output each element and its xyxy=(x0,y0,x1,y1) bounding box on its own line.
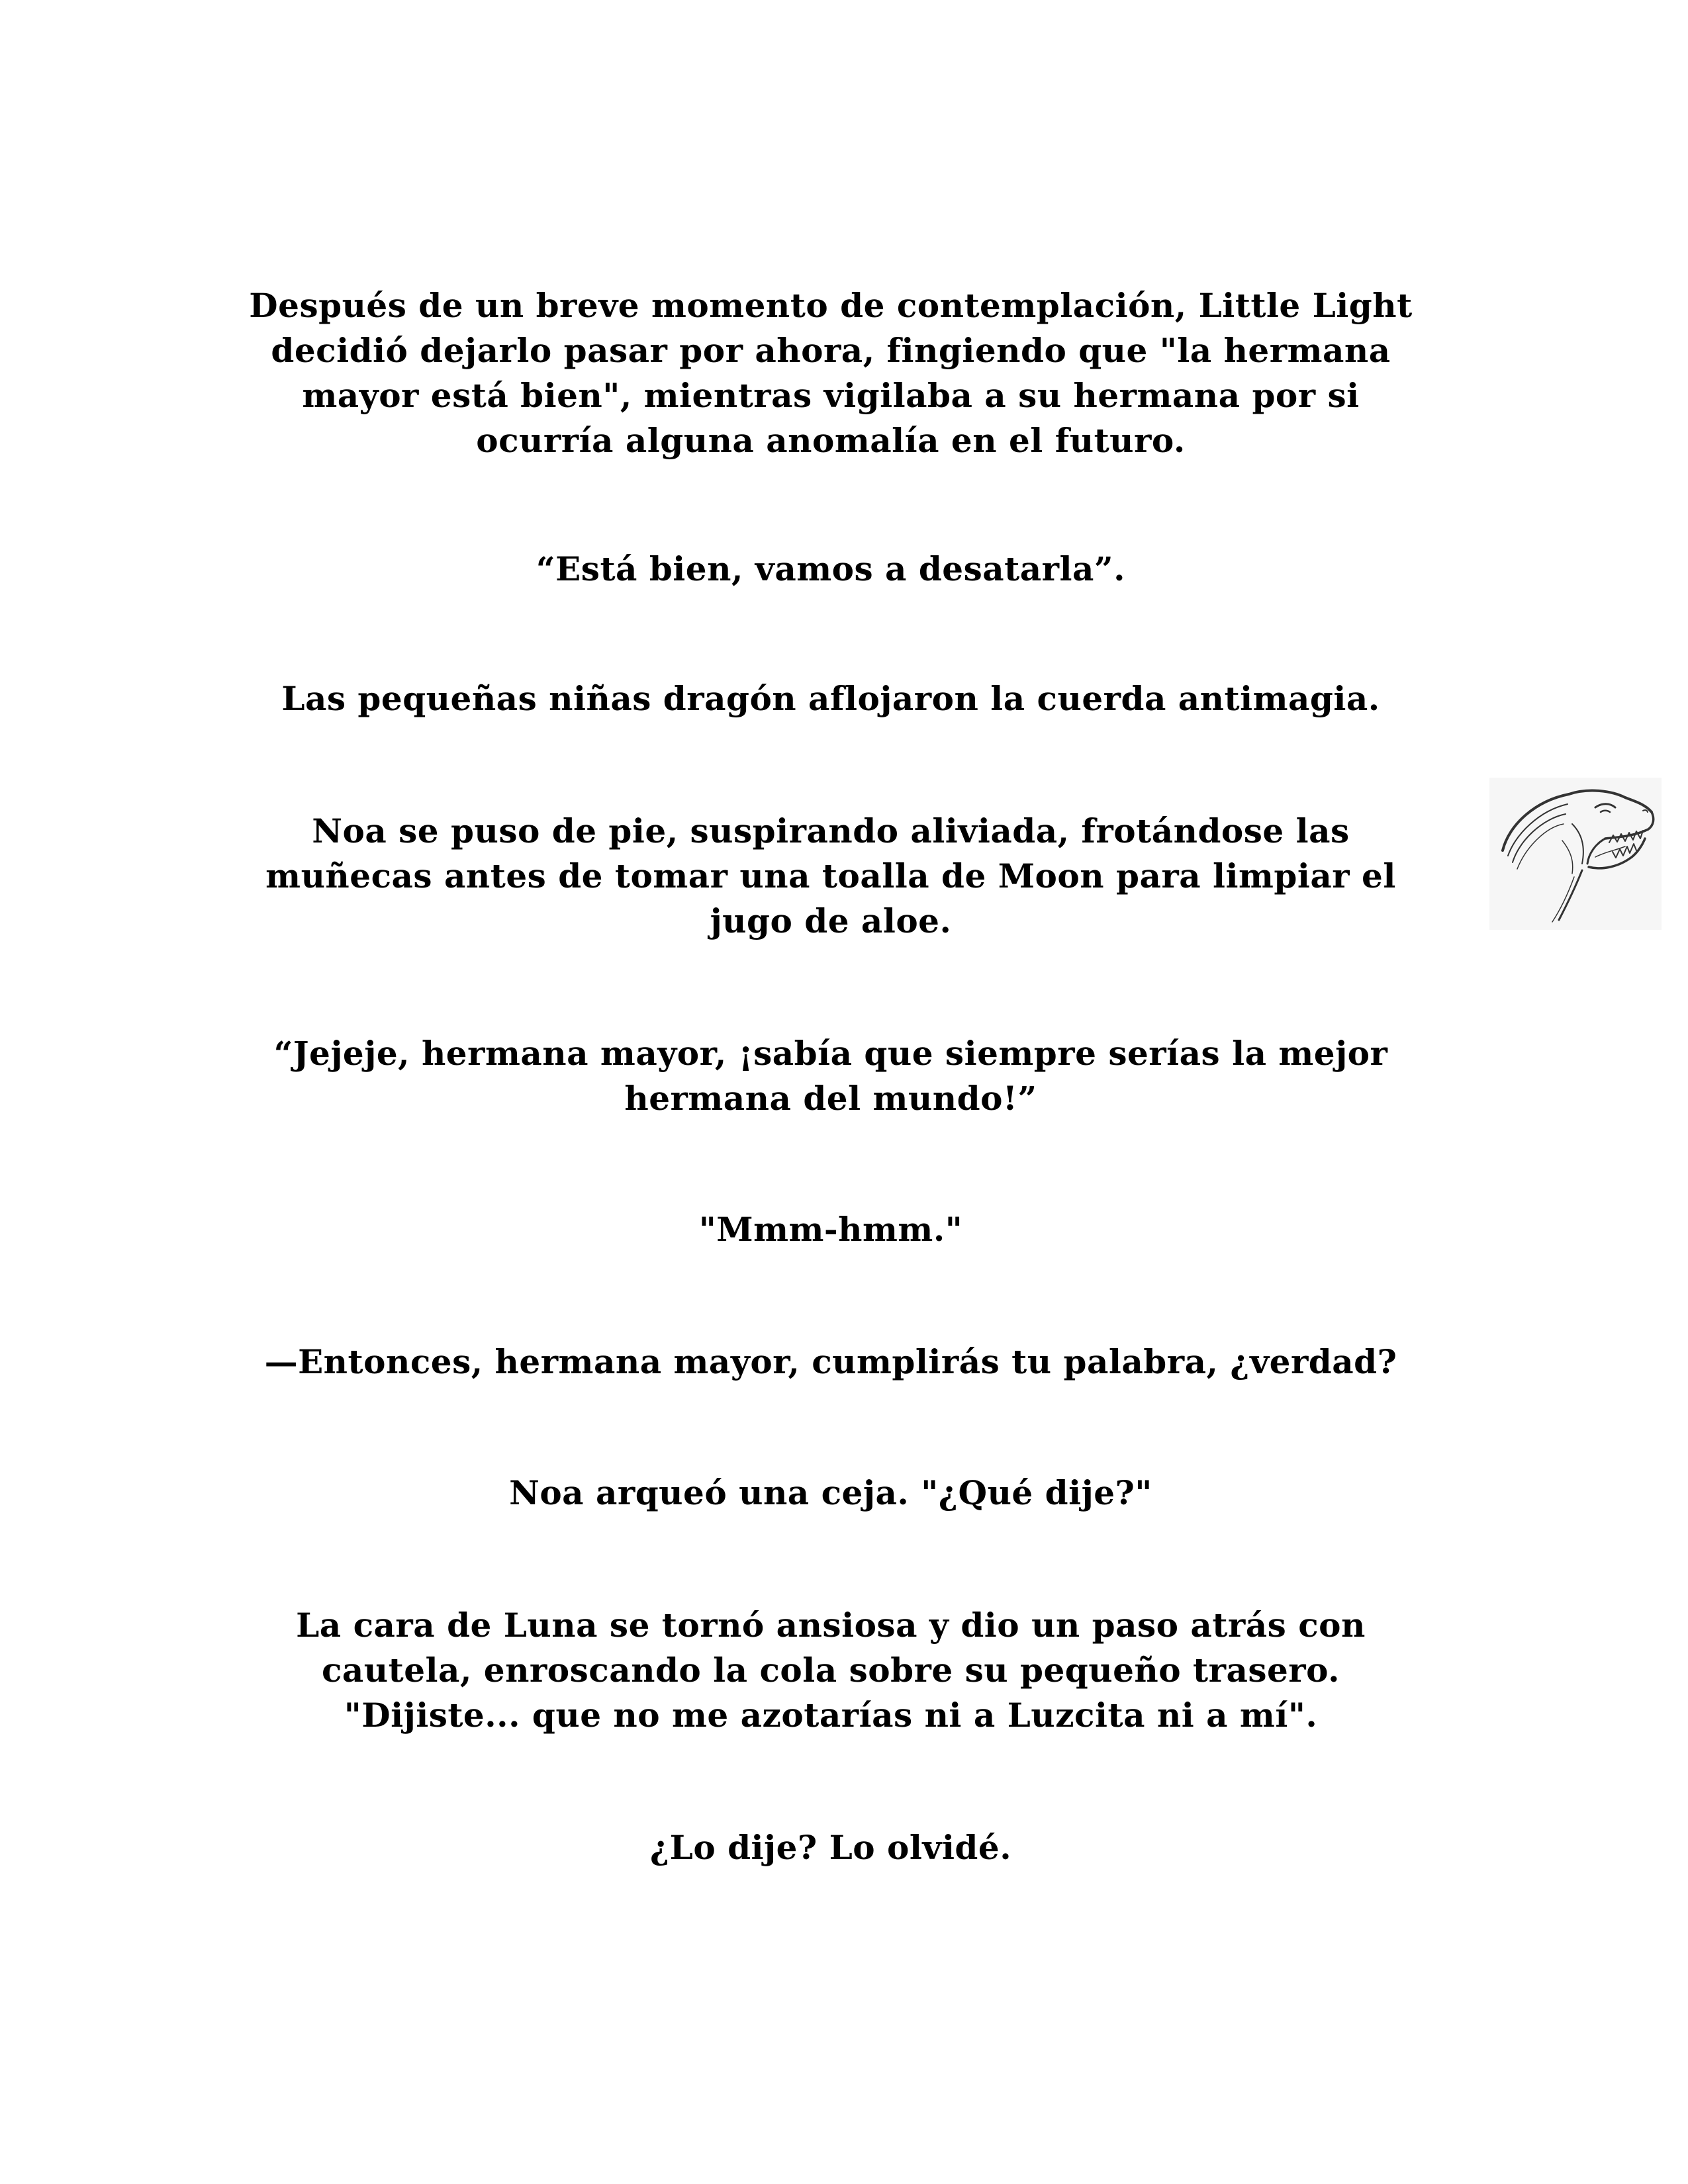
paragraph-6: "Mmm-hmm." xyxy=(698,1210,963,1249)
paragraph-10: ¿Lo dije? Lo olvidé. xyxy=(649,1828,1012,1867)
paragraph-4: Noa se puso de pie, suspirando aliviada, frotándose las muñecas antes de tomar una toalla de Moon para limpiar el jugo de aloe. xyxy=(265,811,1396,940)
dinosaur-head-sketch-icon xyxy=(1489,778,1662,930)
paragraph-5: “Jejeje, hermana mayor, ¡sabía que siempre serías la mejor hermana del mundo!” xyxy=(273,1034,1388,1118)
paragraph-2: “Está bien, vamos a desatarla”. xyxy=(536,549,1126,588)
paragraph-8: Noa arqueó una ceja. "¿Qué dije?" xyxy=(509,1473,1152,1512)
paragraph-9: La cara de Luna se tornó ansiosa y dio un paso atrás con cautela, enroscando la cola sobre su pequeño trasero. "Dijiste... que no me azotarías ni a Luzcita ni a mí". xyxy=(296,1606,1366,1735)
paragraph-1: Después de un breve momento de contemplación, Little Light decidió dejarlo pasar por ahora, fingiendo que "la hermana mayor está bien", mientras vigilaba a su hermana por si ocurría alguna anomalía en el futuro. xyxy=(249,286,1413,460)
paragraph-3: Las pequeñas niñas dragón aflojaron la cuerda antimagia. xyxy=(281,679,1380,718)
paragraph-7: —Entonces, hermana mayor, cumplirás tu palabra, ¿verdad? xyxy=(264,1342,1397,1381)
